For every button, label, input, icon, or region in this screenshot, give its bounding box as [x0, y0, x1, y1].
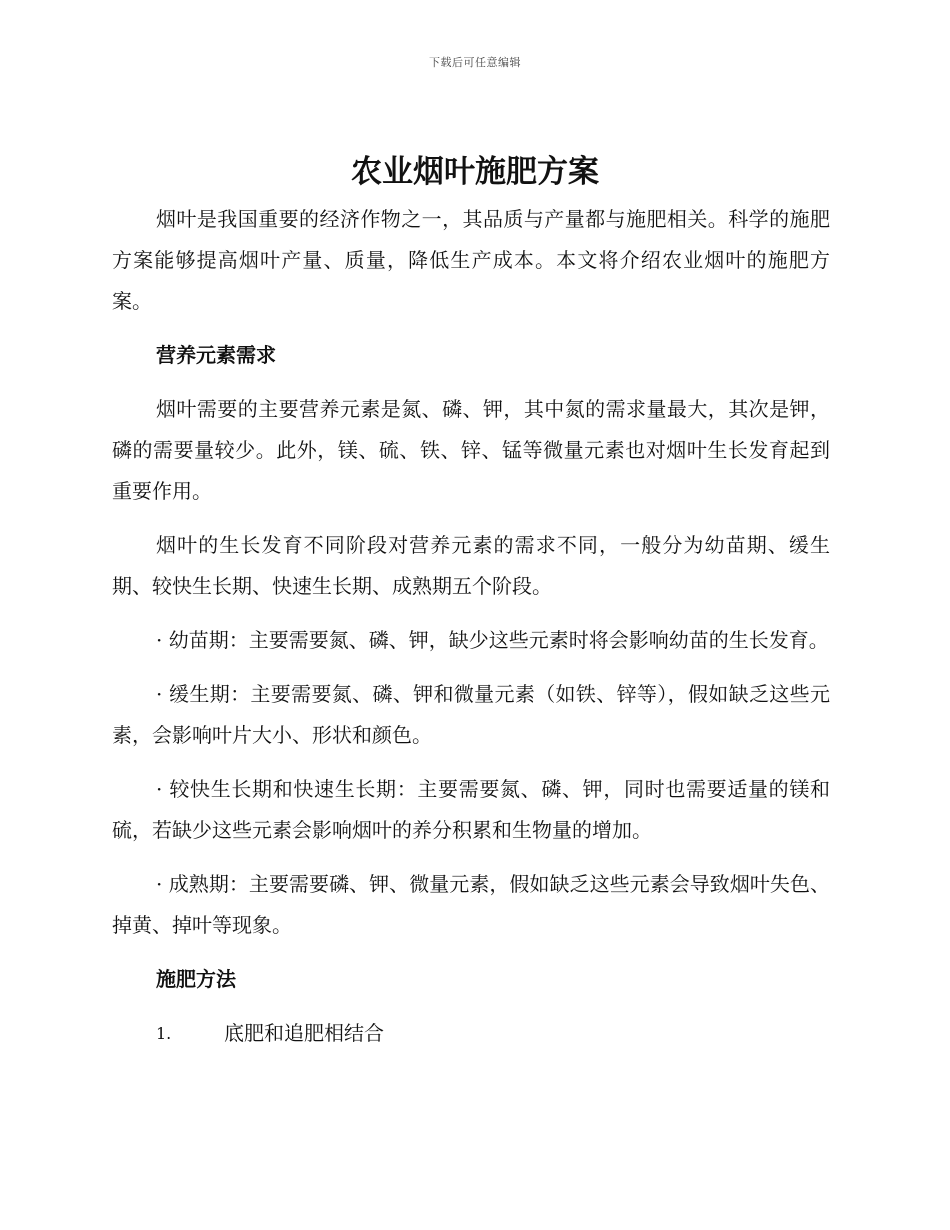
section-heading-methods: 施肥方法: [156, 967, 236, 991]
method-item-1: [112, 1013, 830, 1054]
method-item-number: 1.: [156, 1024, 172, 1043]
nutrients-paragraph-1: 烟叶需要的主要营养元素是氮、磷、钾，其中氮的需求量最大，其次是钾，磷的需要量较少。此外，镁、硫、铁、锌、锰等微量元素也对烟叶生长发育起到重要作用。: [112, 397, 830, 503]
header-note: 下载后可任意编辑: [429, 56, 521, 69]
bullet-slow-growth-stage: · 缓生期：主要需要氮、磷、钾和微量元素（如铁、锌等），假如缺乏这些元素，会影响叶片大小、形状和颜色。: [112, 682, 830, 747]
document-body: [112, 199, 830, 1054]
method-item-text: 底肥和追肥相结合: [224, 1021, 384, 1045]
document-title: 农业烟叶施肥方案: [351, 154, 599, 190]
bullet-maturity-stage: · 成熟期：主要需要磷、钾、微量元素，假如缺乏这些元素会导致烟叶失色、掉黄、掉叶等现象。: [112, 872, 830, 937]
intro-paragraph: 烟叶是我国重要的经济作物之一，其品质与产量都与施肥相关。科学的施肥方案能够提高烟叶产量、质量，降低生产成本。本文将介绍农业烟叶的施肥方案。: [112, 207, 830, 313]
bullet-fast-growth-stage: · 较快生长期和快速生长期：主要需要氮、磷、钾，同时也需要适量的镁和硫，若缺少这些元素会影响烟叶的养分积累和生物量的增加。: [112, 777, 830, 842]
nutrients-paragraph-2: 烟叶的生长发育不同阶段对营养元素的需求不同，一般分为幼苗期、缓生期、较快生长期、快速生长期、成熟期五个阶段。: [112, 533, 830, 598]
section-heading-nutrients: 营养元素需求: [156, 343, 276, 367]
bullet-seedling-stage: · 幼苗期：主要需要氮、磷、钾，缺少这些元素时将会影响幼苗的生长发育。: [156, 628, 829, 652]
